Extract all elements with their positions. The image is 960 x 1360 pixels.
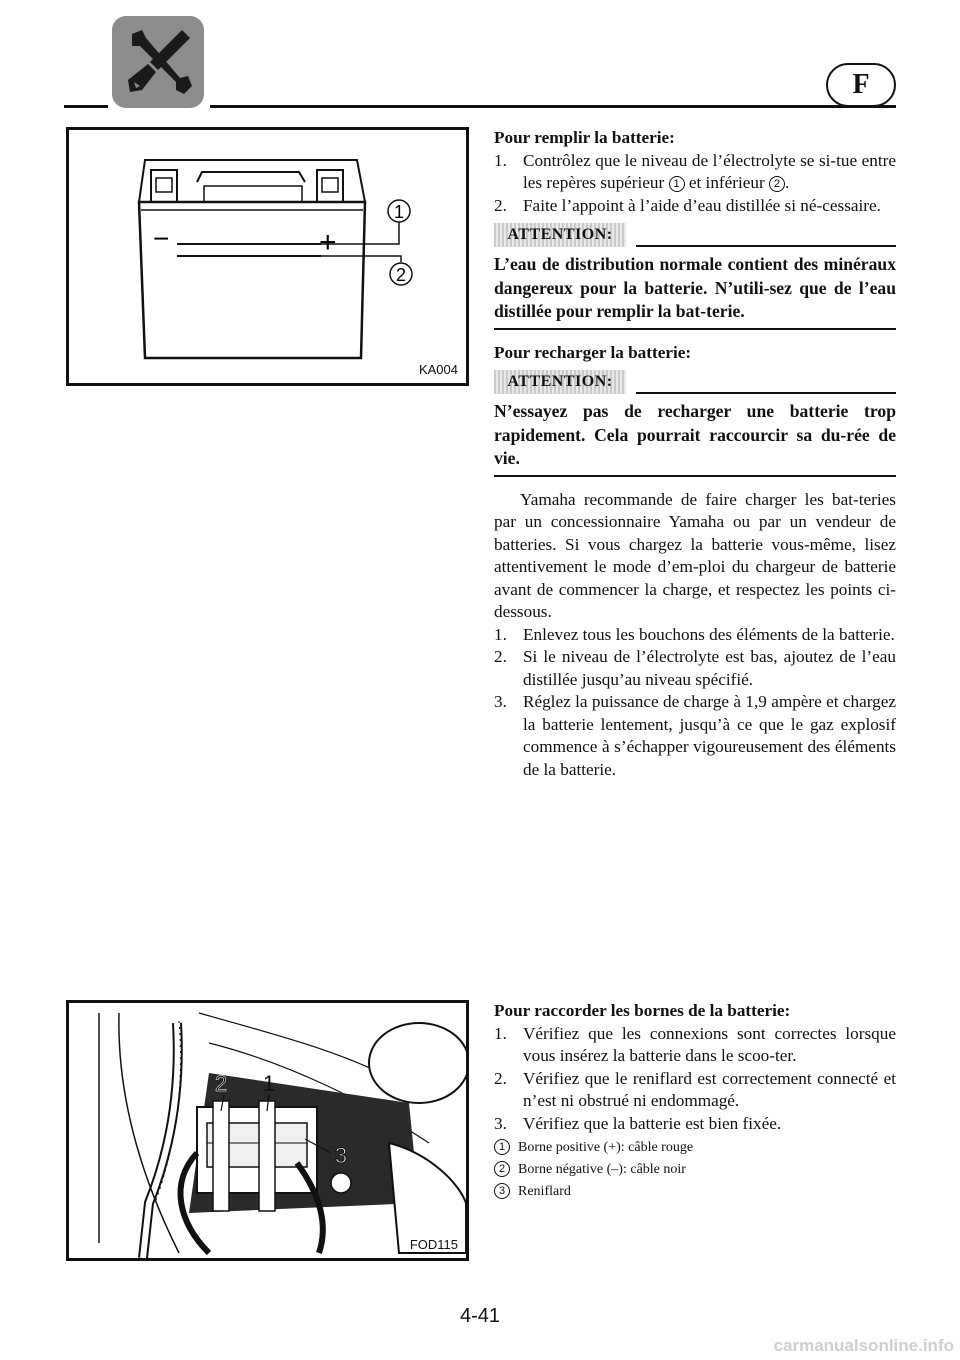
caution-label: ATTENTION: (494, 223, 626, 247)
minus-sign: − (153, 223, 170, 254)
legend-text: Borne positive (+): câble rouge (518, 1140, 694, 1155)
step-number: 1. (494, 150, 507, 170)
step-number: 2. (494, 647, 507, 666)
legend-number: 1 (494, 1139, 510, 1155)
battery-drawing (69, 130, 466, 383)
caution-text: L’eau de distribution normale contient des minéraux dangereux pour la batterie. N’utili-sez que de l’eau distillée pour remplir la bat-terie. (494, 253, 896, 330)
section-heading-charge: Pour recharger la batterie: (494, 342, 692, 362)
step-number: 3. (494, 692, 507, 711)
plus-sign: + (319, 226, 337, 259)
legend-item (494, 1137, 896, 1159)
step-text: Vérifiez que la batterie est bien fixée. (523, 1113, 782, 1133)
section-badge (826, 63, 896, 107)
header-rule-right (210, 105, 896, 108)
list-item (494, 1113, 896, 1136)
legend-item (494, 1159, 896, 1181)
legend-text: Borne négative (–): câble noir (518, 1162, 686, 1177)
callout-1: 1 (393, 202, 405, 222)
body-paragraph: Yamaha recommande de faire charger les bat-teries par un concessionnaire Yamaha ou par un vendeur de batteries. Si vous chargez la batterie vous-même, lisez attentivement le mode d’em-ploi du chargeur de batterie avant de commencer la charge, et respectez les points ci-dessous. (494, 489, 896, 621)
battery-figure (66, 127, 469, 386)
step-number: 3. (494, 1113, 507, 1133)
figure-legend (494, 1137, 896, 1203)
figure-code: FOD115 (409, 1237, 458, 1252)
callout-ref: 1 (669, 176, 685, 192)
caution-label: ATTENTION: (494, 370, 626, 394)
step-text: Faite l’appoint à l’aide d’eau distillée si né-cessaire. (523, 195, 881, 215)
section-heading-fill: Pour remplir la batterie: (494, 128, 675, 147)
legend-number: 2 (494, 1161, 510, 1177)
list-item (494, 1068, 896, 1113)
step-number: 2. (494, 195, 507, 215)
figure-code: KA004 (418, 362, 458, 377)
callout-1: 1 (262, 1071, 276, 1096)
text-column-bottom (494, 1000, 896, 1203)
scooter-battery-drawing (69, 1003, 466, 1258)
list-item (494, 195, 896, 218)
step-text: Enlevez tous les bouchons des éléments de la batterie. (523, 624, 895, 644)
caution-rule (636, 245, 896, 247)
caution-rule (636, 392, 896, 394)
header-rule-left (64, 105, 108, 108)
callout-2: 2 (395, 265, 407, 285)
page-number: 4-41 (459, 1305, 501, 1327)
step-text: Vérifiez que le reniflard est correctement connecté et n’est ni obstrué ni endommagé. (523, 1068, 896, 1110)
list-item (494, 691, 896, 781)
legend-number: 3 (494, 1183, 510, 1199)
list-item (494, 150, 896, 195)
section-heading-connect: Pour raccorder les bornes de la batterie: (494, 1001, 791, 1020)
step-number: 2. (494, 1068, 507, 1088)
step-text: Réglez la puissance de charge à 1,9 ampère et chargez la batterie lentement, jusqu’à ce que le gaz explosif commence à s’échapper vigoureusement des éléments de la batterie. (523, 692, 896, 779)
legend-item (494, 1181, 896, 1203)
list-item (494, 624, 896, 647)
scooter-battery-figure (66, 1000, 469, 1261)
callout-3: 3 (334, 1143, 348, 1168)
step-number: 1. (494, 624, 507, 644)
caution-text: N’essayez pas de recharger une batterie trop rapidement. Cela pourrait raccourcir sa du-rée de vie. (494, 400, 896, 477)
caution-header (494, 223, 896, 249)
legend-text: Reniflard (518, 1184, 571, 1199)
callout-2: 2 (214, 1071, 228, 1096)
step-text: Si le niveau de l’électrolyte est bas, ajoutez de l’eau distillée jusqu’au niveau spécifié. (523, 647, 896, 689)
maintenance-tools-icon (112, 16, 204, 108)
caution-header (494, 370, 896, 396)
list-item (494, 646, 896, 691)
text-column-top (494, 127, 896, 781)
step-text: . (785, 173, 790, 192)
watermark: carmanualsonline.info (773, 1336, 954, 1355)
step-text: et inférieur (688, 173, 765, 192)
step-text: Contrôlez que le niveau de l’électrolyte se si-tue entre les repères supérieur (523, 150, 896, 192)
callout-ref: 2 (769, 176, 785, 192)
step-number: 1. (494, 1023, 507, 1043)
section-letter: F (852, 69, 870, 100)
list-item (494, 1023, 896, 1068)
step-text: Vérifiez que les connexions sont correctes lorsque vous insérez la batterie dans le scoo-ter. (523, 1023, 896, 1065)
